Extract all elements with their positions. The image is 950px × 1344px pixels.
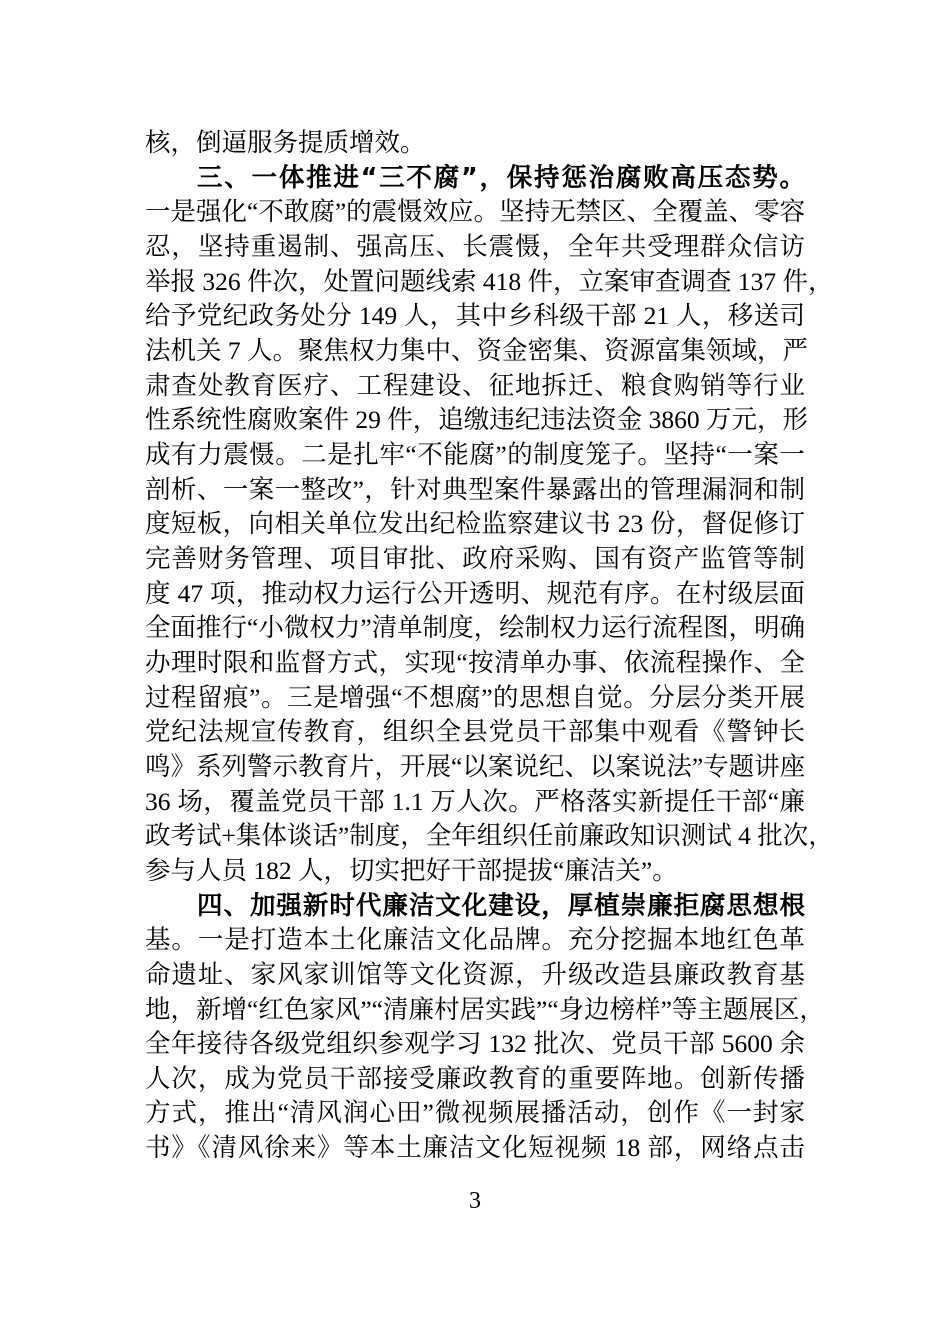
page-number: 3 — [469, 1188, 481, 1214]
text-line: 性系统性腐败案件 29 件，追缴违纪违法资金 3860 万元，形 — [145, 405, 809, 435]
section-heading-text: 四、加强新时代廉洁文化建设，厚植崇廉拒腐思想根 — [197, 890, 805, 921]
section-heading — [197, 889, 805, 923]
text-line: 鸣》系列警示教育片，开展“以案说纪、以案说法”专题讲座 — [145, 751, 806, 781]
text-line: 基。一是打造本土化廉洁文化品牌。充分挖掘本地红色革 — [145, 925, 805, 955]
text-line: 核，倒逼服务提质增效。 — [145, 128, 426, 157]
text-line: 完善财务管理、项目审批、政府采购、国有资产监管等制 — [145, 543, 805, 573]
text-line: 法机关 7 人。聚焦权力集中、资金密集、资源富集领域，严 — [145, 335, 809, 365]
section-heading-text: 三、一体推进“三不腐”，保持惩治腐败高压态势。 — [197, 162, 805, 193]
text-line: 参与人员 182 人，切实把好干部提拔“廉洁关”。 — [145, 855, 678, 885]
text-line: 度短板，向相关单位发出纪检监察建议书 23 份，督促修订 — [145, 509, 805, 539]
text-line: 党纪法规宣传教育，组织全县党员干部集中观看《警钟长 — [145, 717, 805, 747]
text-line: 书》《清风徐来》等本土廉洁文化短视频 18 部，网络点击 — [145, 1133, 805, 1163]
text-line: 忍，坚持重遏制、强高压、长震慑，全年共受理群众信访 — [145, 231, 805, 261]
text-line: 36 场，覆盖党员干部 1.1 万人次。严格落实新提任干部“廉 — [145, 786, 805, 816]
text-line: 给予党纪政务处分 149 人，其中乡科级干部 21 人，移送司 — [145, 301, 805, 331]
text-line: 剖析、一案一整改”，针对典型案件暴露出的管理漏洞和制 — [145, 474, 805, 504]
text-line: 地，新增“红色家风”“清廉村居实践”“身边榜样”等主题展区， — [145, 994, 825, 1024]
text-line: 成有力震慑。二是扎牢“不能腐”的制度笼子。坚持“一案一 — [145, 439, 805, 469]
text-line: 政考试+集体谈话”制度，全年组织任前廉政知识测试 4 批次， — [145, 821, 834, 851]
text-line: 办理时限和监督方式，实现“按清单办事、依流程操作、全 — [145, 647, 805, 677]
text-line: 度 47 项，推动权力运行公开透明、规范有序。在村级层面 — [145, 578, 805, 608]
text-line: 全面推行“小微权力”清单制度，绘制权力运行流程图，明确 — [145, 613, 806, 643]
text-line: 命遗址、家风家训馆等文化资源，升级改造县廉政教育基 — [145, 959, 805, 989]
text-line: 全年接待各级党组织参观学习 132 批次、党员干部 5600 余 — [145, 1029, 805, 1059]
text-line: 方式，推出“清风润心田”微视频展播活动，创作《一封家 — [145, 1098, 805, 1128]
text-line: 过程留痕”。三是增强“不想腐”的思想自觉。分层分类开展 — [145, 682, 805, 712]
section-heading — [197, 161, 805, 195]
text-line: 一是强化“不敢腐”的震慑效应。坚持无禁区、全覆盖、零容 — [145, 197, 806, 227]
text-line: 举报 326 件次，处置问题线索 418 件，立案审查调查 137 件， — [145, 266, 834, 296]
text-line: 人次，成为党员干部接受廉政教育的重要阵地。创新传播 — [145, 1063, 805, 1093]
text-line: 肃查处教育医疗、工程建设、征地拆迁、粮食购销等行业 — [145, 370, 805, 400]
